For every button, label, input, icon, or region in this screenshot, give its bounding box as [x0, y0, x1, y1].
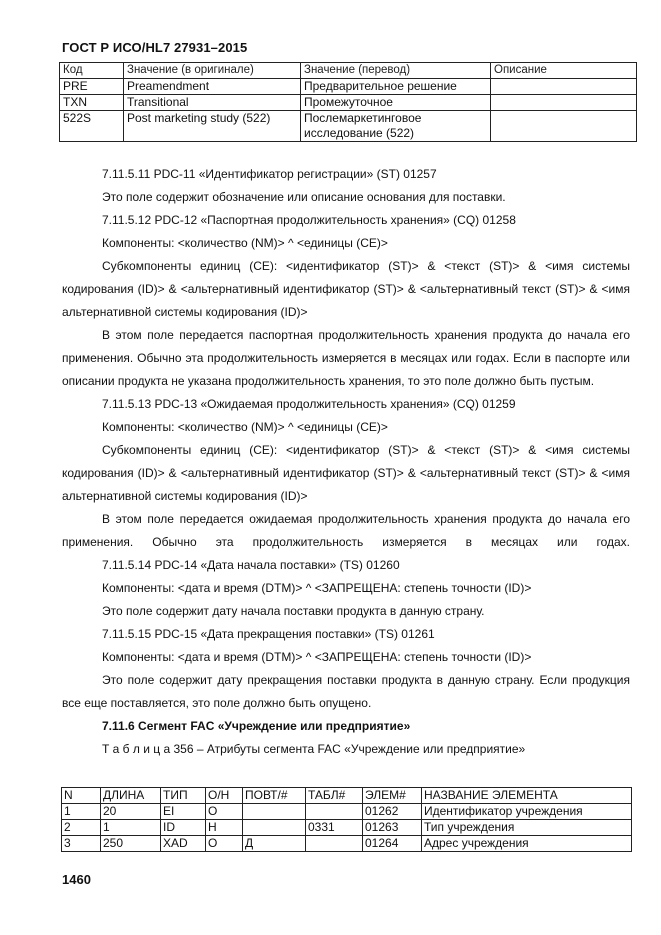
paragraph: В этом поле передается ожидаемая продолжительность хранения продукта до начала его применения. Обычно эта продолжительность измеряется в месяцах или годах.	[62, 512, 630, 549]
paragraph: В этом поле передается паспортная продолжительность хранения продукта до начала его применения. Обычно эта продолжительность измеряется в месяцах или годах. Если в паспорте или описании продукта не указана продолжительность хранения, то это поле должно быть пустым.	[62, 328, 630, 388]
column-header: О/Н	[206, 788, 243, 804]
column-header: ПОВТ/#	[243, 788, 306, 804]
table-cell	[243, 820, 306, 836]
table-cell: Послемаркетинговое исследование (522)	[301, 111, 491, 142]
column-header: ЭЛЕМ#	[363, 788, 422, 804]
table-header-row	[62, 788, 632, 804]
paragraph: Это поле содержит дату начала поставки продукта в данную страну.	[102, 604, 485, 618]
table-header-row	[60, 63, 637, 79]
paragraph: Компоненты: <дата и время (DTM)> ^ <ЗАПРЕЩЕНА: степень точности (ID)>	[102, 650, 532, 664]
table-cell: 0331	[306, 820, 363, 836]
table-caption: Т а б л и ц а 356 – Атрибуты сегмента FAC «Учреждение или предприятие»	[102, 742, 526, 756]
column-header: Описание	[491, 63, 637, 79]
table-cell	[491, 95, 637, 111]
table-cell	[491, 79, 637, 95]
table-cell	[491, 111, 637, 142]
paragraph: Это поле содержит обозначение или описание основания для поставки.	[102, 190, 506, 204]
table-cell: 1	[101, 820, 161, 836]
table-cell: Идентификатор учреждения	[422, 804, 632, 820]
table-cell: Preamendment	[124, 79, 301, 95]
table-cell: Тип учреждения	[422, 820, 632, 836]
table-cell: Transitional	[124, 95, 301, 111]
column-header: Значение (в оригинале)	[124, 63, 301, 79]
table-cell: 01262	[363, 804, 422, 820]
table-cell: 1	[62, 804, 101, 820]
column-header: Код	[60, 63, 124, 79]
column-header: Значение (перевод)	[301, 63, 491, 79]
table-cell: 250	[101, 836, 161, 852]
page-number: 1460	[62, 872, 91, 887]
table-cell: 20	[101, 804, 161, 820]
section-heading: 7.11.5.11 PDC-11 «Идентификатор регистрации» (ST) 01257	[102, 167, 437, 181]
paragraph: Субкомпоненты единиц (CE): <идентификатор (ST)> & <текст (ST)> & <имя системы кодирования (ID)> & <альтернативный идентификатор (ST)> & <альтернативный текст (ST)> & <имя альтернативной системы кодирования (ID)>	[62, 443, 630, 503]
table-cell: EI	[161, 804, 206, 820]
paragraph: Компоненты: <дата и время (DTM)> ^ <ЗАПРЕЩЕНА: степень точности (ID)>	[102, 581, 532, 595]
table-cell	[306, 804, 363, 820]
paragraph: Это поле содержит дату прекращения поставки продукта в данную страну. Если продукция все еще поставляется, это поле должно быть опущено.	[62, 673, 630, 710]
column-header: ТАБЛ#	[306, 788, 363, 804]
table-cell: ID	[161, 820, 206, 836]
document-header: ГОСТ Р ИСО/HL7 27931–2015	[62, 40, 248, 55]
table-cell: TXN	[60, 95, 124, 111]
table-cell	[306, 836, 363, 852]
table-cell: 01263	[363, 820, 422, 836]
column-header: ТИП	[161, 788, 206, 804]
table-row	[60, 95, 637, 111]
table-cell	[243, 804, 306, 820]
table-cell: Д	[243, 836, 306, 852]
column-header: НАЗВАНИЕ ЭЛЕМЕНТА	[422, 788, 632, 804]
section-heading: 7.11.5.12 PDC-12 «Паспортная продолжительность хранения» (CQ) 01258	[102, 213, 516, 227]
document-body	[62, 163, 630, 761]
table-cell: 522S	[60, 111, 124, 142]
section-heading: 7.11.5.15 PDC-15 «Дата прекращения поставки» (TS) 01261	[102, 627, 435, 641]
code-table	[59, 62, 637, 142]
table-cell: 3	[62, 836, 101, 852]
section-heading: 7.11.6 Сегмент FAC «Учреждение или предприятие»	[102, 719, 411, 733]
table-cell: О	[206, 804, 243, 820]
paragraph: Компоненты: <количество (NM)> ^ <единицы (CE)>	[102, 236, 388, 250]
table-row	[62, 820, 632, 836]
section-heading: 7.11.5.13 PDC-13 «Ожидаемая продолжительность хранения» (CQ) 01259	[102, 397, 516, 411]
paragraph: Компоненты: <количество (NM)> ^ <единицы (CE)>	[102, 420, 388, 434]
fac-segment-table	[61, 787, 632, 852]
table-cell: Адрес учреждения	[422, 836, 632, 852]
section-heading: 7.11.5.14 PDC-14 «Дата начала поставки» (TS) 01260	[102, 558, 400, 572]
table-cell: 2	[62, 820, 101, 836]
column-header: ДЛИНА	[101, 788, 161, 804]
table-row	[60, 111, 637, 142]
column-header: N	[62, 788, 101, 804]
table-cell: Промежуточное	[301, 95, 491, 111]
table-cell: 01264	[363, 836, 422, 852]
paragraph: Субкомпоненты единиц (CE): <идентификатор (ST)> & <текст (ST)> & <имя системы кодирования (ID)> & <альтернативный идентификатор (ST)> & <альтернативный текст (ST)> & <имя альтернативной системы кодирования (ID)>	[62, 259, 630, 319]
table-cell: Post marketing study (522)	[124, 111, 301, 142]
table-row	[60, 79, 637, 95]
table-cell: Н	[206, 820, 243, 836]
table-row	[62, 836, 632, 852]
table-cell: PRE	[60, 79, 124, 95]
table-cell: Предварительное решение	[301, 79, 491, 95]
table-row	[62, 804, 632, 820]
table-cell: О	[206, 836, 243, 852]
table-cell: XAD	[161, 836, 206, 852]
